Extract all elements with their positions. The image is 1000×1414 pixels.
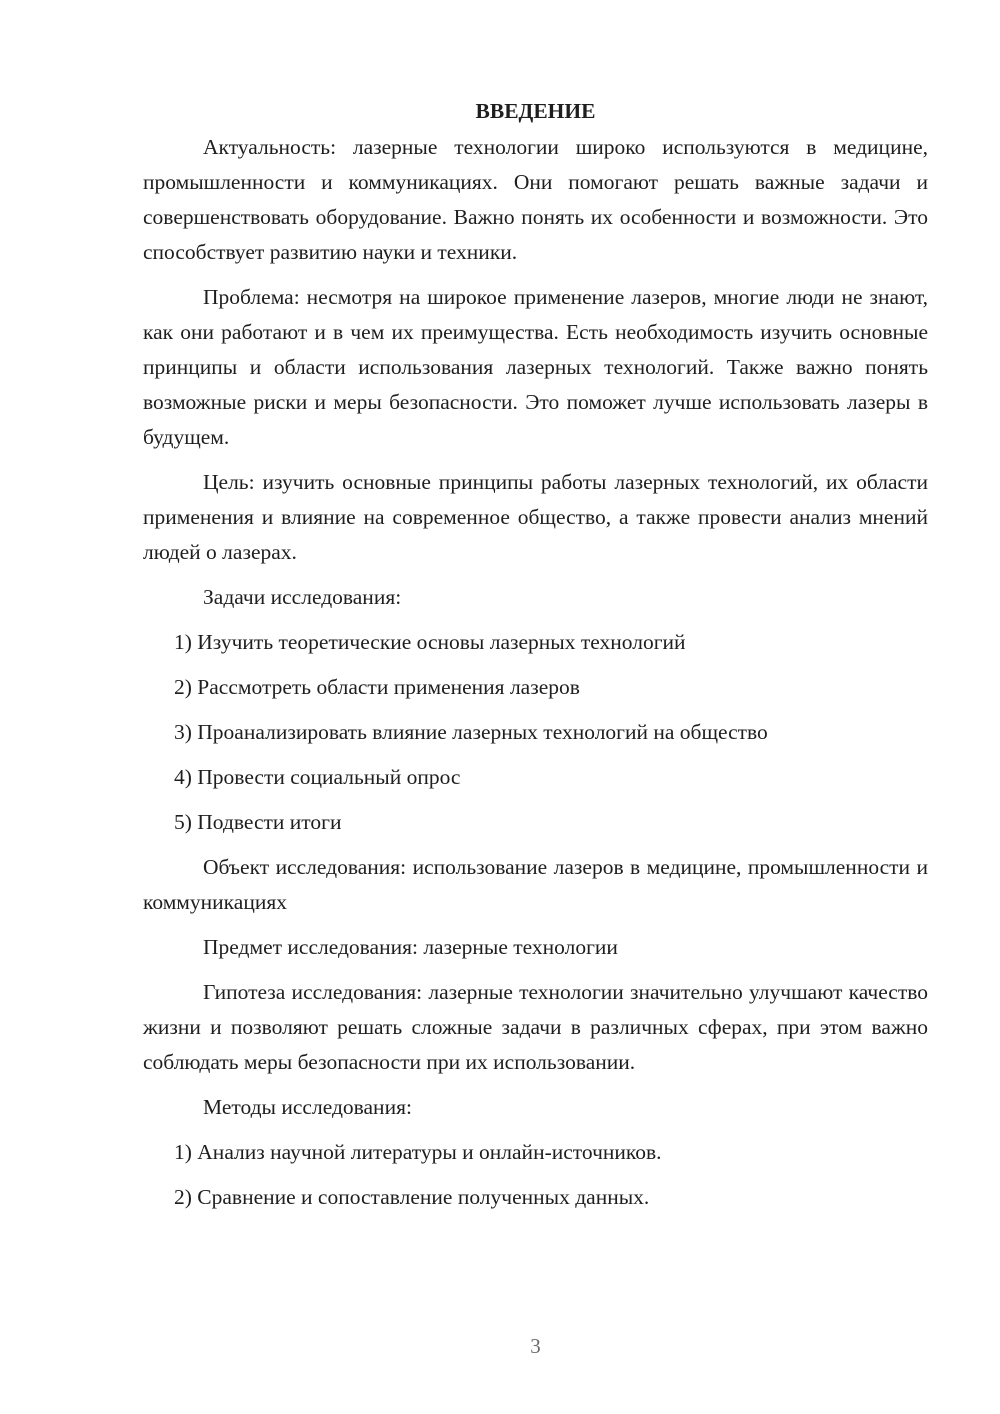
method-item: 1) Анализ научной литературы и онлайн-источников. [174, 1140, 662, 1164]
task-item: 1) Изучить теоретические основы лазерных технологий [174, 630, 686, 654]
paragraph-subject: Предмет исследования: лазерные технологии [203, 935, 618, 959]
task-item: 2) Рассмотреть области применения лазеров [174, 675, 580, 699]
section-title: ВВЕДЕНИЕ [475, 99, 596, 123]
tasks-label: Задачи исследования: [203, 585, 402, 609]
paragraph-problem: Проблема: несмотря на широкое применение лазеров, многие люди не знают, как они работают и в чем их преимущества. Есть необходимость изучить основные принципы и области использования лазерных технологий. Также важно понять возможные риски и меры безопасности. Это поможет лучше использовать лазеры в будущем. [143, 285, 928, 449]
paragraph-hypothesis: Гипотеза исследования: лазерные технологии значительно улучшают качество жизни и позволяют решать сложные задачи в различных сферах, при этом важно соблюдать меры безопасности при их использовании. [143, 980, 928, 1074]
method-item: 2) Сравнение и сопоставление полученных данных. [174, 1185, 650, 1209]
paragraph-object: Объект исследования: использование лазеров в медицине, промышленности и коммуникациях [143, 855, 928, 914]
task-item: 4) Провести социальный опрос [174, 765, 461, 789]
task-item: 3) Проанализировать влияние лазерных технологий на общество [174, 720, 768, 744]
page-number: 3 [530, 1334, 541, 1358]
paragraph-actuality: Актуальность: лазерные технологии широко используются в медицине, промышленности и коммуникациях. Они помогают решать важные задачи и совершенствовать оборудование. Важно понять их особенности и возможности. Это способствует развитию науки и техники. [143, 135, 928, 264]
methods-label: Методы исследования: [203, 1095, 412, 1119]
task-item: 5) Подвести итоги [174, 810, 342, 834]
document-page [143, 94, 928, 1225]
paragraph-goal: Цель: изучить основные принципы работы лазерных технологий, их области применения и влияние на современное общество, а также провести анализ мнений людей о лазерах. [143, 470, 928, 564]
